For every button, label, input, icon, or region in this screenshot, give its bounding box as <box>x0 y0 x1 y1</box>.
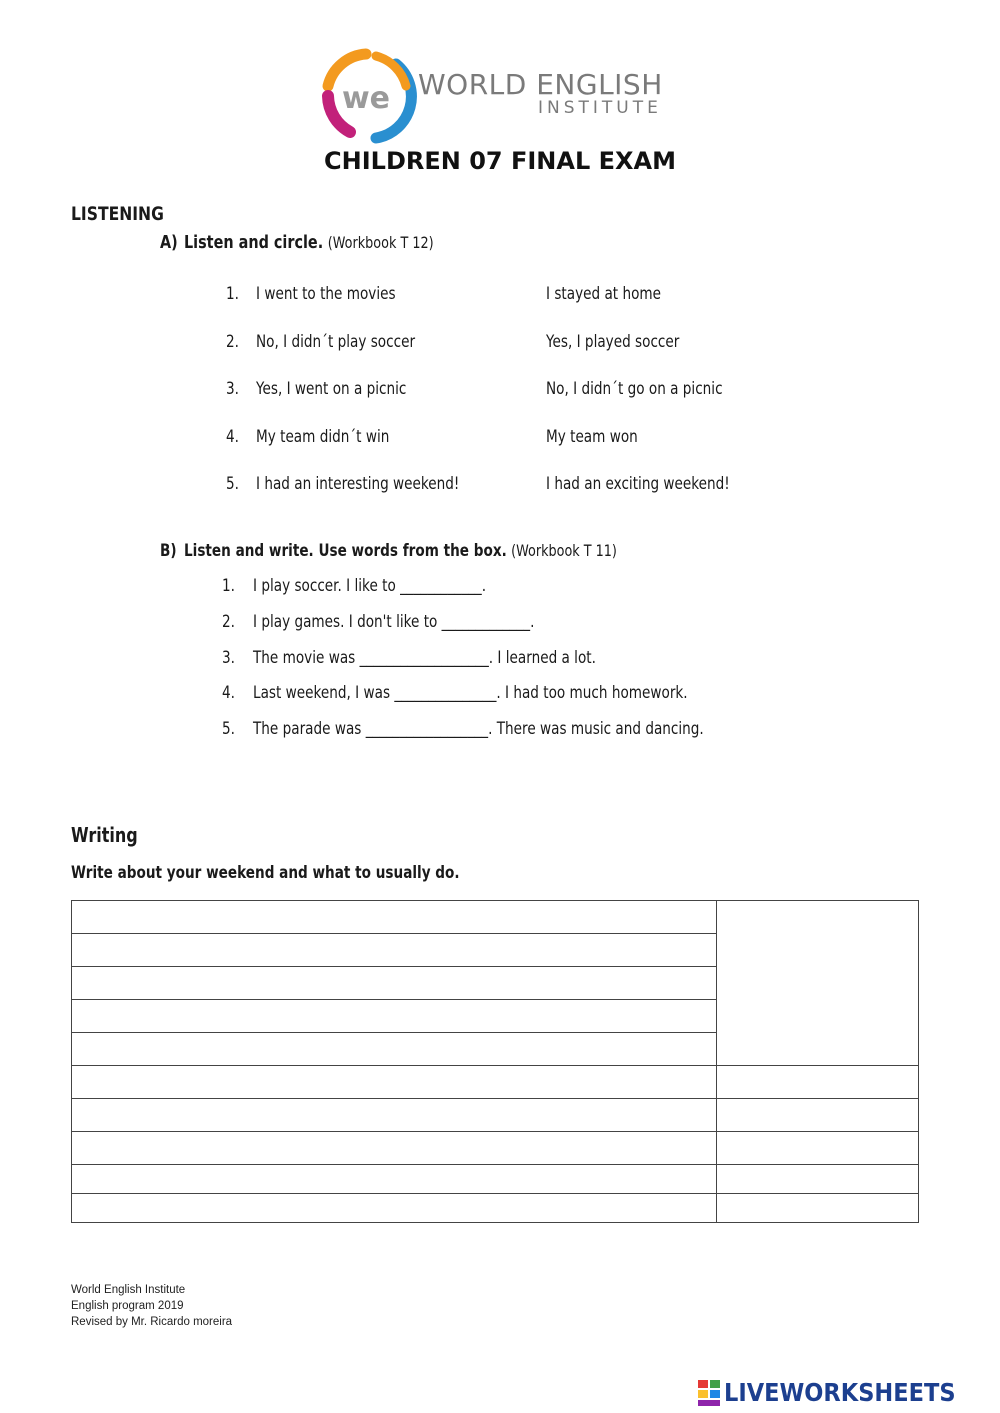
writing-side-cell[interactable] <box>717 1132 919 1165</box>
footer-line1: World English Institute <box>71 1284 186 1296</box>
writing-side-box[interactable] <box>717 901 919 1066</box>
fill-in-sentence[interactable]: I play soccer. I like to ____________. <box>253 576 487 596</box>
liveworksheets-text: LIVEWORKSHEETS <box>724 1378 956 1407</box>
footer <box>71 1282 232 1330</box>
writing-side-cell[interactable] <box>717 1099 919 1132</box>
writing-side-cell[interactable] <box>717 1165 919 1194</box>
logo-name-line1: WORLD ENGLISH <box>418 68 663 101</box>
option-right[interactable]: No, I didn´t go on a picnic <box>546 379 723 399</box>
listening-heading: LISTENING <box>71 203 164 225</box>
part-b-heading <box>160 540 731 561</box>
exam-title: CHILDREN 07 FINAL EXAM <box>324 147 676 175</box>
writing-instruction: Write about your weekend and what to usually do. <box>71 863 460 883</box>
fill-in-sentence[interactable]: I play games. I don't like to _____________. <box>253 612 535 632</box>
option-right[interactable]: My team won <box>546 427 638 447</box>
liveworksheets-watermark <box>698 1378 998 1408</box>
fill-in-sentence[interactable]: The parade was __________________. There was music and dancing. <box>253 719 704 739</box>
writing-line[interactable] <box>72 1194 717 1223</box>
liveworksheets-logo-icon <box>698 1380 722 1408</box>
writing-heading: Writing <box>71 823 138 847</box>
writing-line[interactable] <box>72 1165 717 1194</box>
option-right[interactable]: I stayed at home <box>546 284 662 304</box>
writing-side-cell[interactable] <box>717 1194 919 1223</box>
writing-grid <box>71 900 919 1223</box>
fill-in-sentence[interactable]: The movie was ___________________. I learned a lot. <box>253 648 596 668</box>
part-a-reference: (Workbook T 12) <box>327 233 434 252</box>
logo-name-line2: INSTITUTE <box>538 98 662 118</box>
footer-line2: English program 2019 <box>71 1300 184 1312</box>
writing-line[interactable] <box>72 901 717 934</box>
we-logo-icon <box>318 46 418 146</box>
option-left[interactable]: My team didn´t win <box>256 427 390 447</box>
writing-line[interactable] <box>72 934 717 967</box>
option-right[interactable]: Yes, I played soccer <box>546 332 680 352</box>
footer-line3: Revised by Mr. Ricardo moreira <box>71 1316 233 1328</box>
writing-line[interactable] <box>72 1000 717 1033</box>
logo-mark: we <box>341 81 391 116</box>
writing-line[interactable] <box>72 967 717 1000</box>
writing-line[interactable] <box>72 1099 717 1132</box>
institute-logo <box>318 46 678 146</box>
option-left[interactable]: I had an interesting weekend! <box>256 474 460 494</box>
part-b-reference: (Workbook T 11) <box>511 541 617 560</box>
part-b-instruction: Listen and write. Use words from the box. <box>184 541 507 561</box>
part-a-instruction: Listen and circle. <box>184 232 324 253</box>
fill-in-sentence[interactable]: Last weekend, I was _______________. I had too much homework. <box>253 683 688 703</box>
writing-line[interactable] <box>72 1132 717 1165</box>
option-left[interactable]: I went to the movies <box>256 284 396 304</box>
option-left[interactable]: No, I didn´t play soccer <box>256 332 416 352</box>
part-a-heading <box>160 232 502 253</box>
writing-side-cell[interactable] <box>717 1066 919 1099</box>
writing-line[interactable] <box>72 1033 717 1066</box>
writing-line[interactable] <box>72 1066 717 1099</box>
option-left[interactable]: Yes, I went on a picnic <box>256 379 407 399</box>
part-a-letter: A) <box>160 232 178 253</box>
option-right[interactable]: I had an exciting weekend! <box>546 474 730 494</box>
part-b-letter: B) <box>160 541 177 561</box>
